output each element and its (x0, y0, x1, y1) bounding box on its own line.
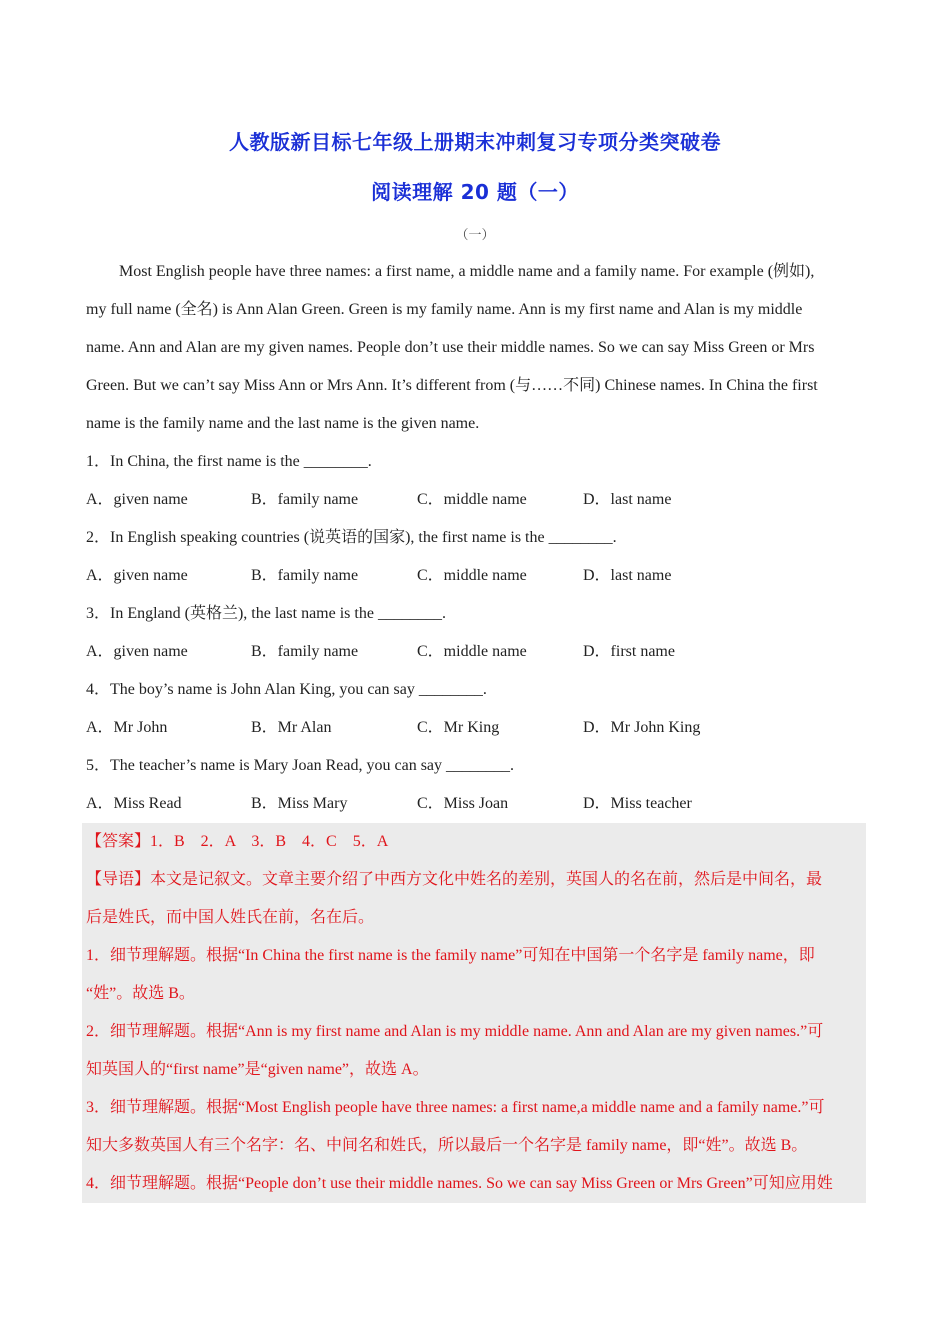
answer-line: 2．细节理解题。根据“Ann is my first name and Alan is my middle name. Ann and Alan are my given names.”可 (86, 1023, 824, 1040)
passage-line: name is the family name and the last name is the given name. (86, 415, 480, 432)
option-d: D．Miss teacher (583, 795, 692, 812)
option-c: C．Mr King (417, 719, 500, 736)
option-b: B．Mr Alan (251, 719, 332, 736)
option-c: C．middle name (417, 491, 527, 508)
option-b: B．family name (251, 491, 359, 508)
answer-key: 【答案】1．B 2．A 3．B 4．C 5．A (86, 833, 389, 850)
answer-line: 3．细节理解题。根据“Most English people have three names: a first name,a middle name and a family name.”可 (86, 1099, 825, 1116)
option-a: A．given name (86, 643, 188, 660)
option-a: A．Miss Read (86, 795, 182, 812)
option-b: B．family name (251, 643, 359, 660)
answer-line: 知大多数英国人有三个名字：名、中间名和姓氏，所以最后一个名字是 family name，即“姓”。故选 B。 (86, 1137, 808, 1154)
answer-line: 【导语】本文是记叙文。文章主要介绍了中西方文化中姓名的差别，英国人的名在前，然后是中间名，最 (86, 871, 823, 888)
option-c: C．middle name (417, 643, 527, 660)
option-d: D．first name (583, 643, 675, 660)
option-b: B．family name (251, 567, 359, 584)
option-d: D．last name (583, 567, 672, 584)
passage-line: name. Ann and Alan are my given names. People don’t use their middle names. So we can say Miss Green or Mrs (86, 339, 815, 356)
question-stem: 5．The teacher’s name is Mary Joan Read, you can say ________. (86, 757, 515, 774)
passage-line: Green. But we can’t say Miss Ann or Mrs Ann. It’s different from (与……不同) Chinese names. In China the first (86, 377, 818, 394)
option-a: A．Mr John (86, 719, 168, 736)
option-b: B．Miss Mary (251, 795, 348, 812)
question-stem: 2．In English speaking countries (说英语的国家), the first name is the ________. (86, 529, 617, 546)
option-a: A．given name (86, 567, 188, 584)
answer-line: “姓”。故选 B。 (86, 985, 195, 1002)
question-stem: 4．The boy’s name is John Alan King, you can say ________. (86, 681, 487, 698)
answer-line: 4．细节理解题。根据“People don’t use their middle names. So we can say Miss Green or Mrs Green”可知应用姓 (86, 1175, 833, 1192)
answer-line: 1．细节理解题。根据“In China the first name is the family name”可知在中国第一个名字是 family name，即 (86, 947, 815, 964)
document-subtitle: 阅读理解 20 题（一） (371, 180, 579, 204)
option-c: C．middle name (417, 567, 527, 584)
section-label: （一） (455, 227, 495, 242)
option-d: D．last name (583, 491, 672, 508)
question-stem: 1．In China, the first name is the ________. (86, 453, 372, 470)
option-d: D．Mr John King (583, 719, 701, 736)
question-stem: 3．In England (英格兰), the last name is the ________. (86, 605, 446, 622)
answer-line: 知英国人的“first name”是“given name”，故选 A。 (86, 1061, 429, 1078)
option-c: C．Miss Joan (417, 795, 509, 812)
option-a: A．given name (86, 491, 188, 508)
answer-line: 后是姓氏，而中国人姓氏在前，名在后。 (86, 909, 375, 926)
passage-line: Most English people have three names: a first name, a middle name and a family name. For example (例如), (119, 263, 815, 280)
document-title: 人教版新目标七年级上册期末冲刺复习专项分类突破卷 (229, 130, 721, 154)
passage-line: my full name (全名) is Ann Alan Green. Green is my family name. Ann is my first name and Alan is my middle (86, 301, 803, 318)
